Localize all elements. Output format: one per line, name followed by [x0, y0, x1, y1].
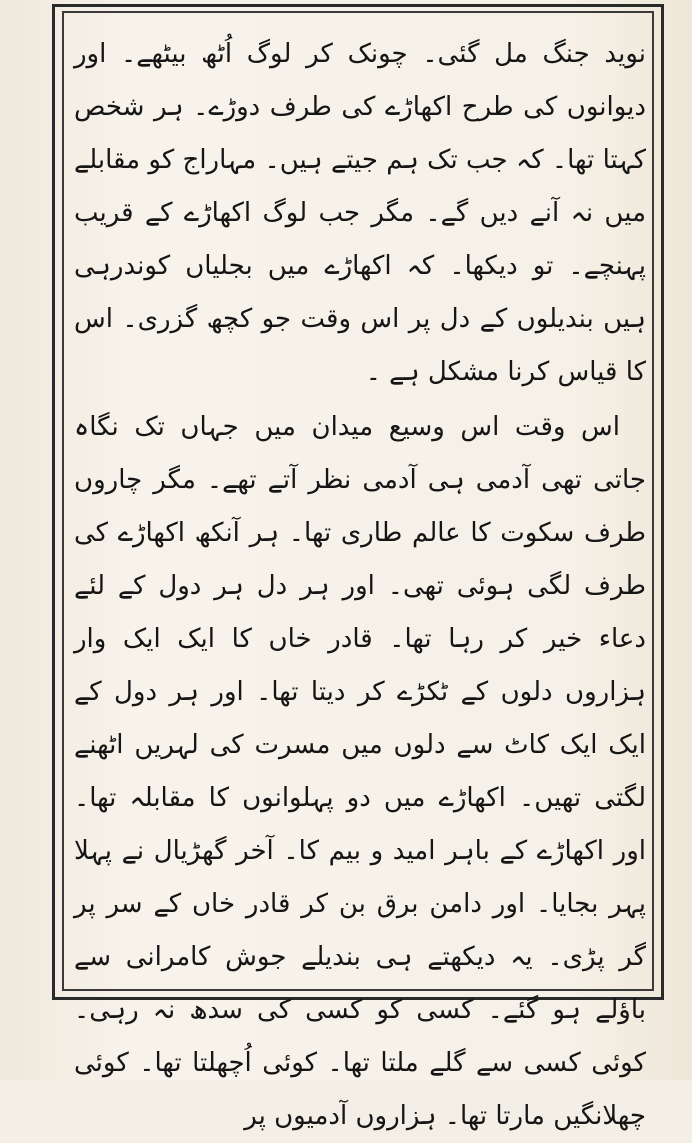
paragraph-1: نوید جنگ مل گئی۔ چونک کر لوگ اُٹھ بیٹھے۔ اور دیوانوں کی طرح اکھاڑے کی طرف دوڑے۔ ہر شخص کہتا تھا۔ کہ جب تک ہم جیتے ہیں۔ مہاراج کو مقابلے میں نہ آنے دیں گے۔ مگر جب لوگ اکھاڑے کے قریب پہنچے۔ تو دیکھا۔ کہ اکھاڑے میں بجلیاں کوندرہی ہیں بندیلوں کے دل پر اس وقت جو کچھ گزری۔ اس کا قیاس کرنا مشکل ہے ۔	[74, 39, 646, 387]
paragraph-2: اس وقت اس وسیع میدان میں جہاں تک نگاہ جاتی تھی آدمی ہی آدمی نظر آتے تھے۔ مگر چاروں طرف سکوت کا عالم طاری تھا۔ ہر آنکھ اکھاڑے کی طرف لگی ہوئی تھی۔ اور ہر دل ہر دول کے لئے دعاء خیر کر رہا تھا۔ قادر خاں کا ایک ایک وار ہزاروں دلوں کے ٹکڑے کر دیتا تھا۔ اور ہر دول کے ایک ایک کاٹ سے دلوں میں مسرت کی لہریں اٹھنے لگتی تھیں۔ اکھاڑے میں دو پہلوانوں کا مقابلہ تھا۔ اور اکھاڑے کے باہر امید و بیم کا۔ آخر گھڑیال نے پہلا پہر بجایا۔ اور دامن برق بن کر قادر خاں کے سر پر گر پڑی۔ یہ دیکھتے ہی بندیلے جوش کامرانی سے باؤلے ہو گئے۔ کسی کو کسی کی سدھ نہ رہی۔ کوئی کسی سے گلے ملتا تھا۔ کوئی اُچھلتا تھا۔ کوئی چھلانگیں مارتا تھا۔ ہزاروں آدمیوں پر	[74, 412, 646, 1131]
page-text	[74, 28, 646, 1131]
